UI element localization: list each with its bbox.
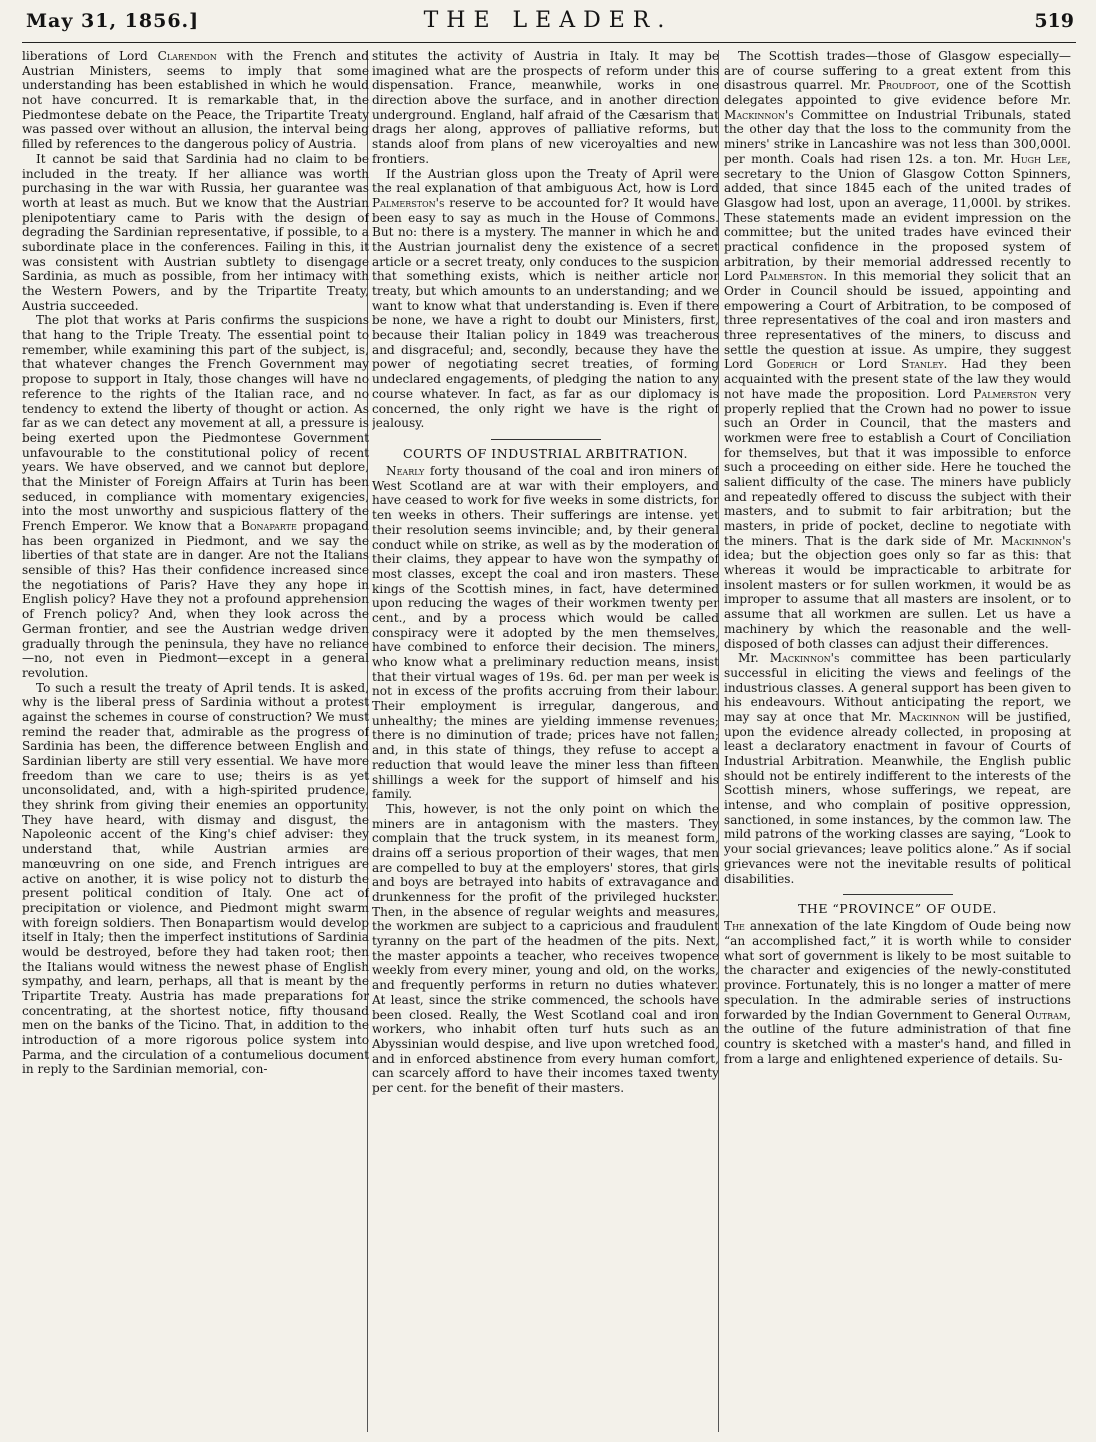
section-heading: COURTS OF INDUSTRIAL ARBITRATION. [402, 445, 689, 461]
column-3 [724, 49, 1071, 1434]
paragraph: Nearly forty thousand of the coal and iron miners of West Scotland are at war with their employers, and have ceased to work for five weeks in some districts, for ten weeks in others. Their sufferings are intense. yet their resolution seems invincible; and, by their general conduct while on strike, as well as by the moderation of their claims, they appear to have won the sympathy of most classes, except the coal and iron masters. These kings of the Scottish mines, in fact, have determined upon reducing the wages of their workmen twenty per cent., and by a process which would be called conspiracy were it adopted by the men themselves, have combined to enforce their decision. The miners, who know what a preliminary reduction means, insist that their virtual wages of 19s. 6d. per man per week is not in excess of the profits accruing from their labour. Their employment is irregular, dangerous, and unhealthy; the mines are yielding immense revenues; there is no diminution of trade; prices have not fallen; and, in this state of things, they refuse to accept a reduction that would leave the miner less than fifteen shillings a week for the support of himself and his family. [372, 464, 719, 802]
person-name: Mackinnon [898, 709, 960, 724]
person-name: Palmerston [973, 386, 1037, 401]
lead-word: Nearly [386, 464, 425, 479]
paragraph: To such a result the treaty of April tends. It is asked, why is the liberal press of Sardinia without a protest against the schemes in course of construction? We must remind the reader that, admirable as the progress of Sardinia has been, the difference between English and Sardinian liberty are still very essential. We have more freedom than we care to use; theirs is as yet unconsolidated, and, with a high-spirited prudence, they shrink from giving their enemies an opportunity. They have heard, with dismay and disgust, the Napoleonic accent of the King's chief adviser: they understand that, while Austrian armies are manœuvring on one side, and French intrigues are active on another, it is wise policy not to disturb the present political condition of Italy. One act of precipitation or violence, and Piedmont might swarm with foreign soldiers. Then Bonapartism would develop itself in Italy; then the imperfect institutions of Sardinia would be destroyed, before they had taken root; then the Italians would witness the newest phase of English sympathy, and learn, perhaps, all that is meant by the Tripartite Treaty. Austria has made preparations for concentrating, at the shortest notice, fifty thousand men on the banks of the Ticino. That, in addition to the introduction of a more rigorous police system into Parma, and the circulation of a contumelious document in reply to the Sardinian memorial, con- [22, 680, 369, 1077]
paragraph: liberations of Lord Clarendon with the French and Austrian Ministers, seems to imply that some understanding has been established in which he would not have concurred. It is remarkable that, in the Piedmontese debate on the Peace, the Tripartite Treaty was passed over without an allusion, the interval being filled by references to the dangerous policy of Austria. [22, 49, 369, 152]
person-name: Mackinnon's [1001, 533, 1071, 548]
paragraph: This, however, is not the only point on which the miners are in antagonism with the masters. They complain that the truck system, in its meanest form, drains off a serious proportion of their wages, that men are compelled to buy at the employers' stores, that girls and boys are betrayed into habits of extravagance and drunkenness for the profit of the privileged huckster. Then, in the absence of regular weights and measures, the workmen are subject to a capricious and fraudulent tyranny on the part of the headmen of the pits. Next, the master appoints a teacher, who receives twopence weekly from every miner, young and old, on the works, and frequently performs in return no duties whatever. At least, since the strike commenced, the schools have been closed. Really, the West Scotland coal and iron workers, who inhabit often turf huts such as an Abyssinian would despise, and live upon wretched food, and in enforced abstinence from every human comfort, can scarcely afford to have their incomes taxed twenty per cent. for the benefit of their masters. [372, 801, 719, 1095]
masthead-title: THE LEADER. [423, 8, 673, 33]
person-name: Outram [1025, 1007, 1068, 1022]
page-number: 519 [1034, 10, 1074, 32]
person-name: Palmerston [759, 269, 824, 284]
paragraph: If the Austrian gloss upon the Treaty of April were the real explanation of that ambiguous Act, how is Lord Palmerston's reserve to be accounted for? It would have been easy to say as much in the House of Commons. But no: there is a mystery. The manner in which he and the Austrian journalist deny the existence of a secret article or a secret treaty, only conduces to the suspicion that something exists, which is neither article nor treaty, but which amounts to an understanding; and we want to know what that understanding is. Even if there be none, we have a right to doubt our Ministers, first, because their Italian policy in 1849 was treacherous and disgraceful; and, secondly, because they have the power of negotiating secret treaties, of forming undeclared engagements, of pledging the nation to any course whatever. In fact, as far as our diplomacy is concerned, the only right we have is the right of jealousy. [372, 166, 719, 431]
person-name: Mackinnon's [769, 651, 840, 666]
person-name: Goderich [766, 357, 818, 372]
column-2 [372, 49, 719, 1434]
header-date: May 31, 1856.] [26, 10, 200, 32]
person-name: Palmerston's [372, 195, 445, 210]
paragraph: Mr. Mackinnon's committee has been particularly successful in eliciting the views and feelings of the industrious classes. A general support has been given to his endeavours. Without anticipating the report, we may say at once that Mr. Mackinnon will be justified, upon the evidence already collected, in proposing at least a declaratory enactment in favour of Courts of Industrial Arbitration. Meanwhile, the English public should not be entirely indifferent to the interests of the Scottish miners, whose sufferings, we repeat, are intense, and who complain of positive oppression, sanctioned, in some instances, by the common law. The mild patrons of the working classes are saying, “Look to your social grievances; leave politics alone.” As if social grievances were not the inevitable results of political disabilities. [724, 651, 1071, 886]
section-divider [491, 439, 601, 440]
section-heading: THE “PROVINCE” OF OUDE. [798, 901, 997, 917]
section-divider [843, 894, 953, 895]
paragraph: The annexation of the late Kingdom of Oude being now “an accomplished fact,” it is worth while to consider what sort of government is likely to be most suitable to the character and exigencies of the newly-constituted province. Fortunately, this is no longer a matter of mere speculation. In the admirable series of instructions forwarded by the Indian Government to General Outram, the outline of the future administration of that fine country is sketched with a master's hand, and filled in from a large and enlightened experience of details. Su- [724, 919, 1071, 1066]
person-name: Bonaparte [241, 519, 297, 533]
paragraph: stitutes the activity of Austria in Italy. It may be imagined what are the prospects of reform under this dispensation. France, meanwhile, works in one direction above the surface, and in another direction underground. England, half afraid of the Cæsarism that drags her along, approves of palliative reforms, but stands aloof from plans of new viceroyalties and new frontiers. [372, 49, 719, 166]
lead-word: The [724, 919, 745, 934]
paragraph: The plot that works at Paris confirms the suspicions that hang to the Triple Treaty. The essential point to remember, while examining this part of the subject, is, that whatever changes the French Government may propose to support in Italy, those changes will have no reference to the rights of the Italian race, and no tendency to extend the liberty of thought or action. As far as we can detect any movement at all, a pressure is being exerted upon the Piedmontese Government unfavourable to the constitutional policy of recent years. We have observed, and we cannot but deplore, that the Minister of Foreign Affairs at Turin has been seduced, in compliance with momentary exigencies, into the most unworthy and suspicious flattery of the French Emperor. We know that a Bonaparte propagand has been organized in Piedmont, and we say the liberties of that state are in danger. Are not the Italians sensible of this? Has their confidence increased since the negotiations of Paris? Have they any hope in English policy? Have they not a profound apprehension of French policy? And, when they look across the German frontier, and see the Austrian wedge driven gradually through the peninsula, they have no reliance—no, not even in Piedmont—except in a general revolution. [22, 313, 369, 680]
header-rule [22, 42, 1076, 43]
paragraph: The Scottish trades—those of Glasgow especially—are of course suffering to a great extent from this disastrous quarrel. Mr. Proudfoot, one of the Scottish delegates appointed to give evidence before Mr. Mackinnon's Committee on Industrial Tribunals, stated the other day that the loss to the community from the miners' strike in Lancashire was not less than 300,000l. per month. Coals had risen 12s. a ton. Mr. Hugh Lee, secretary to the Union of Glasgow Cotton Spinners, added, that since 1845 each of the united trades of Glasgow had lost, upon an average, 11,000l. by strikes. These statements made an evident impression on the committee; but the united trades have evinced their practical confidence in the proposed system of arbitration, by their memorial addressed recently to Lord Palmerston. In this memorial they solicit that an Order in Council should be issued, appointing and empowering a Court of Arbitration, to be composed of three representatives of the coal and iron masters and three representatives of the miners, to discuss and settle the question at issue. As umpire, they suggest Lord Goderich or Lord Stanley. Had they been acquainted with the present state of the law they would not have made the proposition. Lord Palmerston very properly replied that the Crown had no power to issue such an Order in Council, that the masters and workmen were free to establish a Court of Conciliation for themselves, but that it was impossible to enforce such a proceeding on either side. Here he touched the salient difficulty of the case. The miners have publicly and repeatedly offered to discuss the subject with their masters, and to submit to fair arbitration; but the masters, in pride of pocket, decline to negotiate with the miners. That is the dark side of Mr. Mackinnon's idea; but the objection goes only so far as this: that whereas it would be impracticable to arbitrate for insolent masters or for sullen workmen, it would be as improper to assume that all masters are insolent, or to assume that all workmen are sullen. Let us have a machinery by which the reasonable and the well-disposed of both classes can adjust their differences. [724, 49, 1071, 651]
person-name: Proudfoot [877, 78, 936, 93]
person-name: Mackinnon's [724, 107, 794, 122]
paragraph: It cannot be said that Sardinia had no claim to be included in the treaty. If her alliance was worth purchasing in the war with Russia, her guarantee was worth at least as much. But we know that the Austrian plenipotentiary came to Paris with the design of degrading the Sardinian representative, if possible, to a subordinate place in the conferences. Failing in this, it was consistent with Austrian subtlety to disengage Sardinia, as much as possible, from her intimacy with the Western Powers, and by the Tripartite Treaty, Austria succeeded. [22, 151, 369, 313]
page-header [0, 0, 1096, 44]
person-name: Clarendon [157, 49, 217, 63]
person-name: Stanley [901, 357, 944, 372]
column-1 [22, 49, 369, 1434]
person-name: Hugh Lee [1010, 151, 1068, 166]
